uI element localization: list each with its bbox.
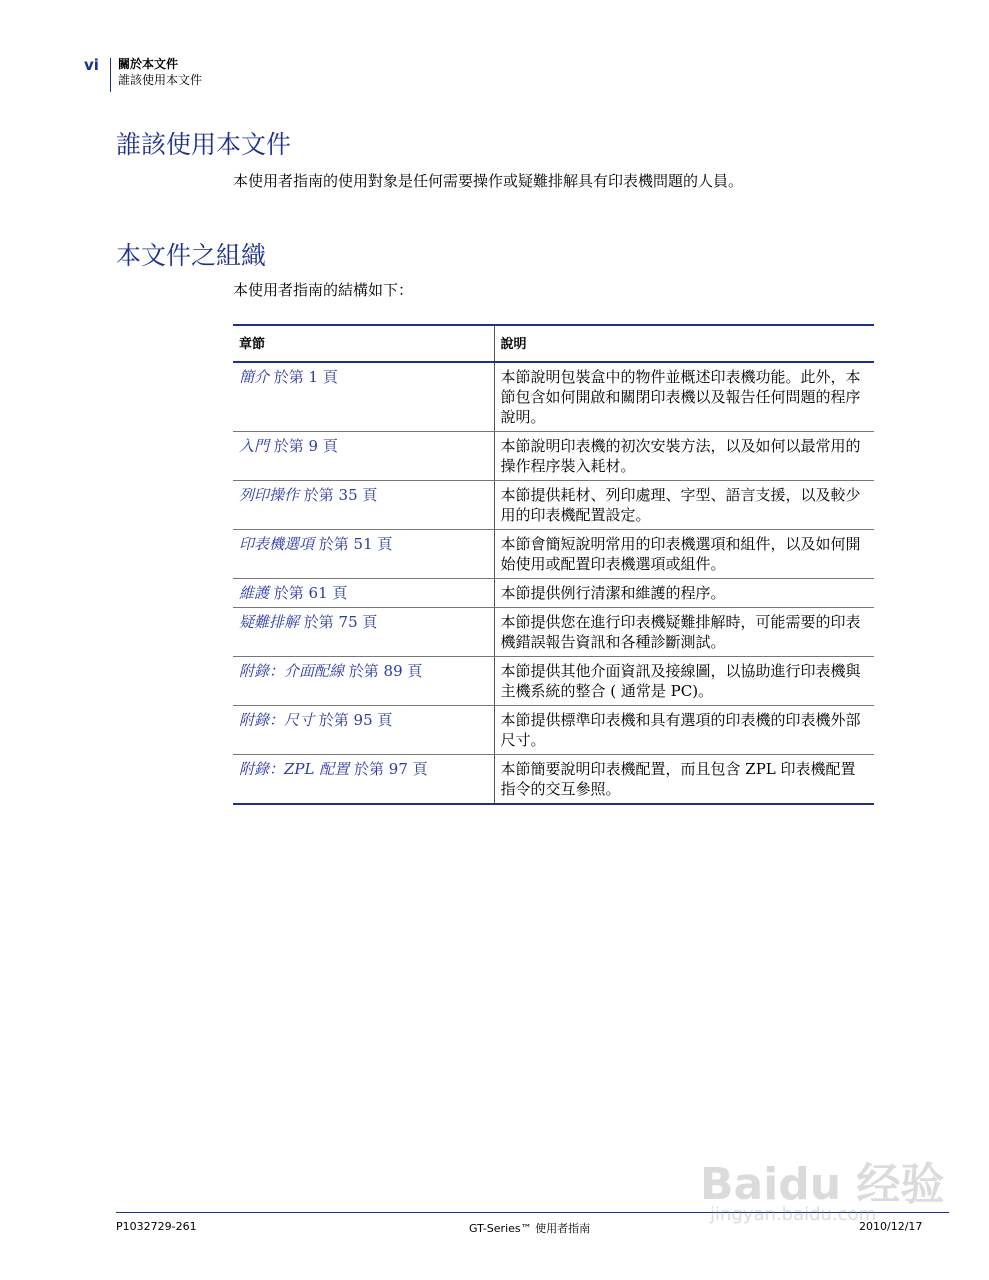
header-chapter: 關於本文件 bbox=[118, 57, 179, 71]
chapter-cell bbox=[233, 530, 494, 579]
page-number: vi bbox=[84, 56, 99, 74]
table-row bbox=[233, 432, 874, 481]
table-row bbox=[233, 657, 874, 706]
footer-title: GT-Series™ 使用者指南 bbox=[469, 1222, 591, 1235]
chapter-link[interactable]: 疑難排解 bbox=[239, 613, 300, 631]
footer-date: 2010/12/17 bbox=[859, 1220, 923, 1233]
table-row bbox=[233, 530, 874, 579]
page-ref[interactable]: 於第 61 頁 bbox=[269, 584, 348, 602]
description-cell: 本節簡要說明印表機配置，而且包含 ZPL 印表機配置指令的交互參照。 bbox=[494, 755, 874, 805]
chapter-link[interactable]: 印表機選項 bbox=[239, 535, 315, 553]
page-ref[interactable]: 於第 35 頁 bbox=[299, 486, 378, 504]
chapter-link[interactable]: 附錄：ZPL 配置 bbox=[239, 760, 350, 778]
column-header-chapter: 章節 bbox=[239, 337, 266, 352]
header-section: 誰該使用本文件 bbox=[118, 73, 203, 87]
chapter-cell bbox=[233, 608, 494, 657]
table-row bbox=[233, 579, 874, 608]
section-title-audience: 誰該使用本文件 bbox=[116, 130, 292, 159]
chapter-cell bbox=[233, 755, 494, 805]
chapter-cell bbox=[233, 706, 494, 755]
page-ref[interactable]: 於第 97 頁 bbox=[349, 760, 428, 778]
watermark-brand: Baidu 经验 bbox=[700, 1159, 945, 1210]
description-cell: 本節說明包裝盒中的物件並概述印表機功能。此外，本節包含如何開啟和關閉印表機以及報告任何問題的程序說明。 bbox=[494, 362, 874, 432]
section-title-organization: 本文件之組織 bbox=[116, 241, 267, 270]
chapter-link[interactable]: 維護 bbox=[239, 584, 270, 602]
chapter-cell bbox=[233, 432, 494, 481]
page-ref[interactable]: 於第 95 頁 bbox=[314, 711, 393, 729]
description-cell: 本節提供耗材、列印處理、字型、語言支援，以及較少用的印表機配置設定。 bbox=[494, 481, 874, 530]
table-row bbox=[233, 362, 874, 432]
table-row bbox=[233, 481, 874, 530]
column-header-description: 說明 bbox=[494, 325, 874, 362]
chapter-cell bbox=[233, 362, 494, 432]
table-row bbox=[233, 706, 874, 755]
table-header-row bbox=[233, 325, 874, 362]
chapter-link[interactable]: 入門 bbox=[239, 437, 270, 455]
table-row bbox=[233, 755, 874, 805]
page-ref[interactable]: 於第 1 頁 bbox=[269, 368, 338, 386]
description-cell: 本節說明印表機的初次安裝方法，以及如何以最常用的操作程序裝入耗材。 bbox=[494, 432, 874, 481]
header-breadcrumb bbox=[118, 56, 202, 88]
chapter-link[interactable]: 附錄：介面配線 bbox=[239, 662, 345, 680]
page-ref[interactable]: 於第 75 頁 bbox=[299, 613, 378, 631]
watermark-url: jingyan.baidu.com bbox=[710, 1204, 877, 1225]
page-ref[interactable]: 於第 89 頁 bbox=[344, 662, 423, 680]
footer-doc-number: P1032729-261 bbox=[116, 1220, 197, 1233]
chapter-link[interactable]: 列印操作 bbox=[239, 486, 300, 504]
chapter-cell bbox=[233, 579, 494, 608]
section-body-audience: 本使用者指南的使用對象是任何需要操作或疑難排解具有印表機問題的人員。 bbox=[233, 172, 744, 190]
baidu-watermark bbox=[700, 1128, 955, 1228]
table-row bbox=[233, 608, 874, 657]
chapter-cell bbox=[233, 481, 494, 530]
description-cell: 本節提供例行清潔和維護的程序。 bbox=[494, 579, 874, 608]
page-ref[interactable]: 於第 9 頁 bbox=[269, 437, 338, 455]
page-ref[interactable]: 於第 51 頁 bbox=[314, 535, 393, 553]
chapter-table bbox=[233, 324, 874, 805]
description-cell: 本節提供其他介面資訊及接線圖，以協助進行印表機與主機系統的整合 ( 通常是 PC)。 bbox=[494, 657, 874, 706]
chapter-link[interactable]: 附錄：尺寸 bbox=[239, 711, 315, 729]
chapter-link[interactable]: 簡介 bbox=[239, 368, 270, 386]
chapter-cell bbox=[233, 657, 494, 706]
header-divider bbox=[110, 58, 111, 92]
description-cell: 本節提供您在進行印表機疑難排解時，可能需要的印表機錯誤報告資訊和各種診斷測試。 bbox=[494, 608, 874, 657]
description-cell: 本節會簡短說明常用的印表機選項和組件，以及如何開始使用或配置印表機選項或組件。 bbox=[494, 530, 874, 579]
section-body-organization: 本使用者指南的結構如下： bbox=[233, 281, 414, 299]
description-cell: 本節提供標準印表機和具有選項的印表機的印表機外部尺寸。 bbox=[494, 706, 874, 755]
